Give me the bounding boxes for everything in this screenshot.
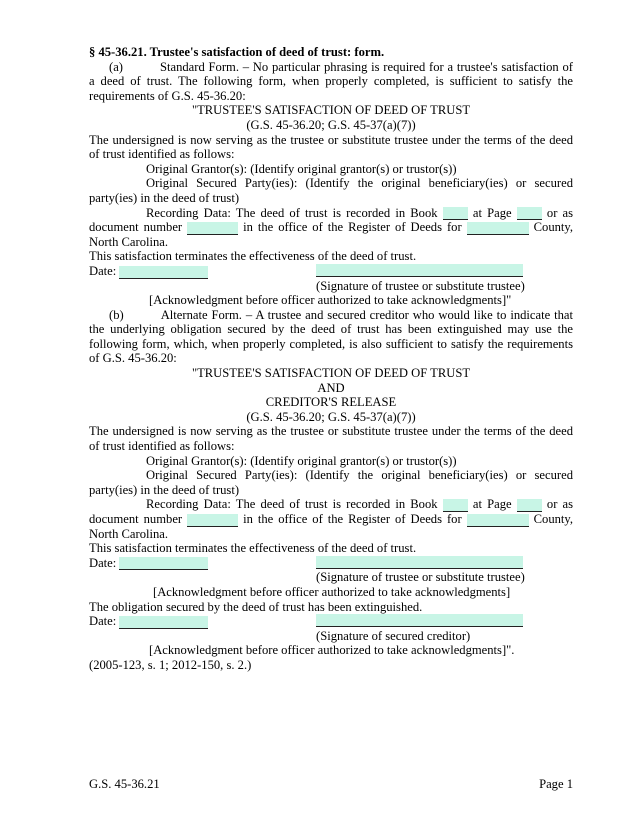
page-field[interactable] [517, 207, 542, 220]
form-a-recording-data: Recording Data: The deed of trust is recorded in Book at Page or as document number in the office of the Register of Deeds for County, North Carolina. [89, 205, 574, 249]
form-a-cite: (G.S. 45-36.20; G.S. 45-37(a)(7)) [246, 117, 416, 132]
date-label: Date: [89, 263, 117, 278]
document-number-field[interactable] [187, 222, 238, 235]
form-b-extinguished: The obligation secured by the deed of trust has been extinguished. [89, 599, 423, 614]
form-a-signature-caption: (Signature of trustee or substitute trustee) [316, 278, 525, 293]
document-number-field[interactable] [187, 514, 238, 527]
subsection-a-text: (a) Standard Form. – No particular phrasing is required for a trustee's satisfaction of a deed of trust. The following form, when properly completed, is sufficient to satisfy the requirements of G.S. 45-36.20: [89, 59, 573, 103]
form-b-acknowledgment-2: [Acknowledgment before officer authorized to take acknowledgments]". [149, 643, 515, 658]
footer-statute: G.S. 45-36.21 [89, 777, 160, 791]
form-b-signature-caption: (Signature of trustee or substitute trustee) [316, 570, 525, 585]
form-a-date-row [89, 264, 573, 279]
form-b-and: AND [317, 380, 345, 395]
form-a-grantor: Original Grantor(s): (Identify original grantor(s) or trustor(s)) [146, 161, 457, 176]
section-title: § 45-36.21. Trustee's satisfaction of deed of trust: form. [89, 45, 385, 59]
form-a-acknowledgment: [Acknowledgment before officer authorized to take acknowledgments]" [149, 293, 512, 308]
page-footer [89, 777, 573, 792]
form-b-release: CREDITOR'S RELEASE [265, 395, 397, 410]
form-b-date-row [89, 556, 573, 571]
form-b-intro: The undersigned is now serving as the trustee or substitute trustee under the terms of the deed of trust identified as follows: [89, 424, 573, 454]
subsection-b-text: (b) Alternate Form. – A trustee and secured creditor who would like to indicate that the underlying obligation secured by the deed of trust has been extinguished may use the following form, which, when properly completed, is also sufficient to satisfy the requirements of G.S. 45-36.20: [89, 307, 573, 366]
form-b-grantor: Original Grantor(s): (Identify original grantor(s) or trustor(s)) [146, 453, 457, 468]
form-a-title: "TRUSTEE'S SATISFACTION OF DEED OF TRUST [191, 103, 471, 118]
form-b-terminates: This satisfaction terminates the effectiveness of the deed of trust. [89, 541, 417, 556]
county-field[interactable] [467, 514, 529, 527]
date-field[interactable] [119, 266, 208, 279]
trustee-signature-field[interactable] [316, 556, 523, 569]
book-field[interactable] [443, 207, 468, 220]
form-b-creditor-caption: (Signature of secured creditor) [316, 628, 471, 643]
date-field[interactable] [119, 616, 208, 629]
form-b-title: "TRUSTEE'S SATISFACTION OF DEED OF TRUST [191, 366, 471, 381]
date-field[interactable] [119, 557, 208, 570]
form-b-recording-data: Recording Data: The deed of trust is recorded in Book at Page or as document number in the office of the Register of Deeds for County, North Carolina. [89, 497, 574, 541]
trustee-signature-field[interactable] [316, 264, 523, 277]
date-label: Date: [89, 555, 117, 570]
form-a-intro: The undersigned is now serving as the trustee or substitute trustee under the terms of the deed of trust identified as follows: [89, 132, 573, 162]
footer-page-number: Page 1 [539, 777, 573, 791]
date-label: Date: [89, 614, 117, 629]
page-field[interactable] [517, 499, 542, 512]
history-note: (2005-123, s. 1; 2012-150, s. 2.) [89, 657, 252, 672]
form-a-terminates: This satisfaction terminates the effectiveness of the deed of trust. [89, 249, 417, 264]
form-b-secured-party: Original Secured Party(ies): (Identify the original beneficiary(ies) or secured party(ies) in the deed of trust) [89, 468, 573, 497]
book-field[interactable] [443, 499, 468, 512]
form-b-creditor-date-row [89, 614, 573, 629]
creditor-signature-field[interactable] [316, 614, 523, 627]
form-b-cite: (G.S. 45-36.20; G.S. 45-37(a)(7)) [246, 409, 416, 424]
form-a-secured-party: Original Secured Party(ies): (Identify the original beneficiary(ies) or secured party(ies) in the deed of trust) [89, 176, 573, 205]
form-b-acknowledgment: [Acknowledgment before officer authorized to take acknowledgments] [153, 584, 511, 599]
document-body [89, 45, 573, 673]
county-field[interactable] [467, 222, 529, 235]
